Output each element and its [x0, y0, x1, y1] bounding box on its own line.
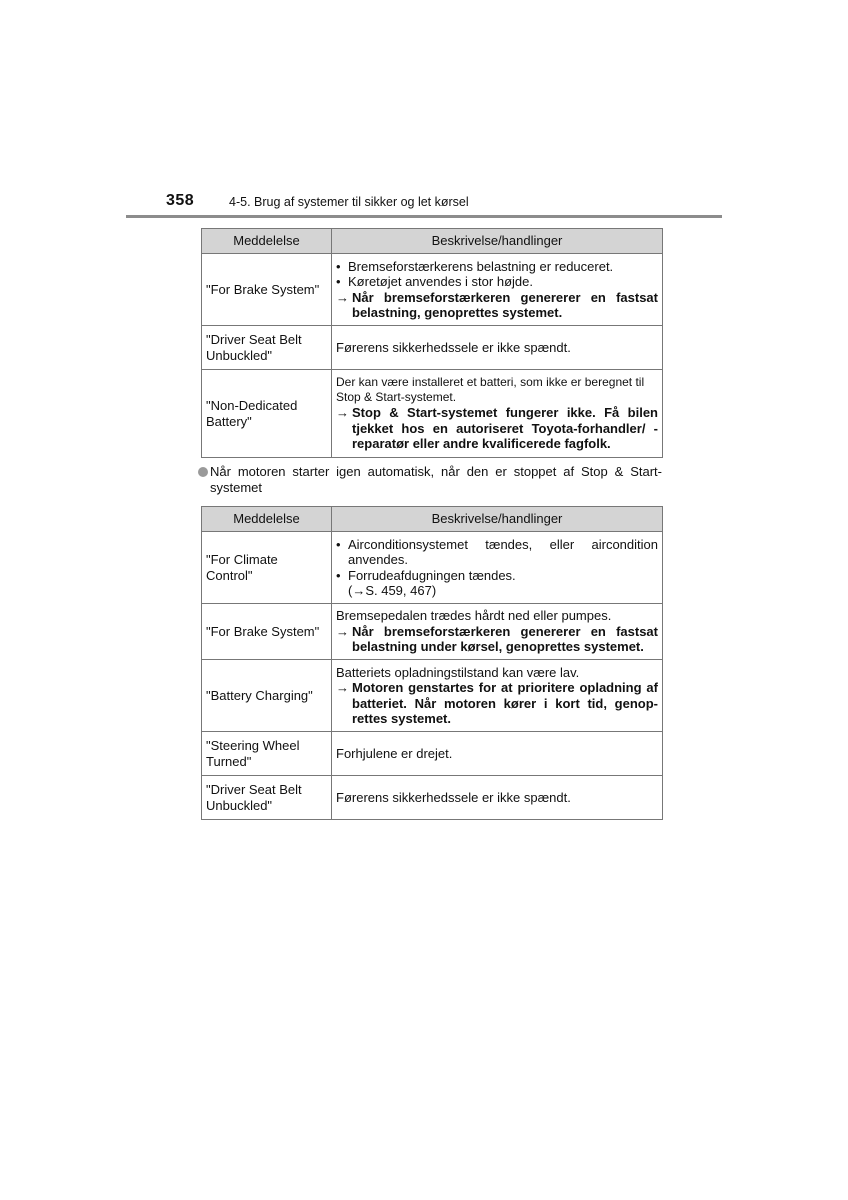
bullet-item	[336, 259, 658, 275]
action-text: Når bremseforstærkeren genererer en fastsat belastning under kørsel, genoprettes systemet.	[352, 623, 658, 655]
bullet-item	[336, 568, 658, 584]
message-table-2	[201, 506, 663, 820]
bullet-item	[336, 537, 658, 568]
action-item	[336, 624, 658, 655]
arrow-right-icon: →	[336, 405, 349, 421]
message-cell: "Driver Seat Belt Unbuckled"	[202, 776, 332, 820]
action-text: Stop & Start-systemet fungerer ikke. Få bilen tjekket hos en autoriseret Toyota-forhandler/ -reparatør eller andre kvalificerede fagfolk.	[352, 405, 658, 452]
table-row	[202, 732, 663, 776]
bullet-icon: •	[336, 536, 341, 552]
message-cell: "Steering Wheel Turned"	[202, 732, 332, 776]
page-reference: (→S. 459, 467)	[348, 583, 437, 598]
action-text: Når bremseforstærkeren genererer en fastsat belastning, genoprettes systemet.	[352, 289, 658, 320]
bullet-icon: •	[336, 567, 341, 583]
message-cell: "For Climate Control"	[202, 532, 332, 604]
action-text: Motoren genstartes for at prioritere opladning af batteriet. Når motoren kører i kort tid, genop-rettes systemet.	[352, 680, 658, 726]
table-header-row	[202, 229, 663, 254]
description-cell	[332, 660, 663, 732]
message-cell: "Driver Seat Belt Unbuckled"	[202, 326, 332, 370]
table-header-row	[202, 507, 663, 532]
action-item	[336, 290, 658, 321]
table-row	[202, 532, 663, 604]
bullet-icon: •	[336, 258, 341, 274]
action-item	[336, 405, 658, 452]
column-header-description: Beskrivelse/handlinger	[332, 229, 663, 254]
bullet-text: Køretøjet anvendes i stor højde.	[348, 274, 533, 289]
bullet-icon: •	[336, 274, 341, 289]
arrow-right-icon: →	[336, 680, 349, 695]
message-cell: "Battery Charging"	[202, 660, 332, 732]
description-cell	[332, 604, 663, 660]
description-cell	[332, 370, 663, 458]
table-row	[202, 254, 663, 326]
page-number: 358	[166, 192, 195, 209]
bullet-item	[336, 274, 658, 290]
description-cell: Førerens sikkerhedssele er ikke spændt.	[332, 776, 663, 820]
description-cell	[332, 532, 663, 604]
section-title: 4-5. Brug af systemer til sikker og let kørsel	[229, 195, 469, 209]
description-cell: Forhjulene er drejet.	[332, 732, 663, 776]
description-cell	[332, 254, 663, 326]
table-row	[202, 370, 663, 458]
note-text: Når motoren starter igen automatisk, når den er stoppet af Stop & Start-systemet	[210, 464, 662, 495]
description-text: Batteriets opladningstilstand kan være lav.	[336, 664, 580, 680]
message-cell: "Non-Dedicated Battery"	[202, 370, 332, 458]
description-cell: Førerens sikkerhedssele er ikke spændt.	[332, 326, 663, 370]
arrow-right-icon: →	[336, 623, 349, 639]
message-cell: "For Brake System"	[202, 254, 332, 326]
bullet-text: Bremseforstærkerens belastning er reduceret.	[348, 258, 614, 274]
table-row	[202, 326, 663, 370]
table-row	[202, 776, 663, 820]
table-row	[202, 604, 663, 660]
header-divider	[126, 215, 722, 218]
bullet-text: Airconditionsystemet tændes, eller aircondition anvendes.	[348, 536, 658, 567]
message-table-1	[201, 228, 663, 458]
bullet-circle-icon	[198, 467, 208, 477]
table-row	[202, 660, 663, 732]
description-text: Der kan være installeret et batteri, som ikke er beregnet til Stop & Start-systemet.	[336, 375, 645, 405]
column-header-description: Beskrivelse/handlinger	[332, 507, 663, 532]
bullet-text: Forrudeafdugningen tændes.	[348, 567, 516, 583]
page-header	[126, 190, 722, 218]
column-header-message: Meddelelse	[202, 229, 332, 254]
message-cell: "For Brake System"	[202, 604, 332, 660]
description-text: Bremsepedalen trædes hårdt ned eller pumpes.	[336, 608, 612, 624]
action-item	[336, 680, 658, 727]
arrow-right-icon: →	[336, 289, 349, 305]
note-paragraph	[198, 464, 662, 496]
column-header-message: Meddelelse	[202, 507, 332, 532]
